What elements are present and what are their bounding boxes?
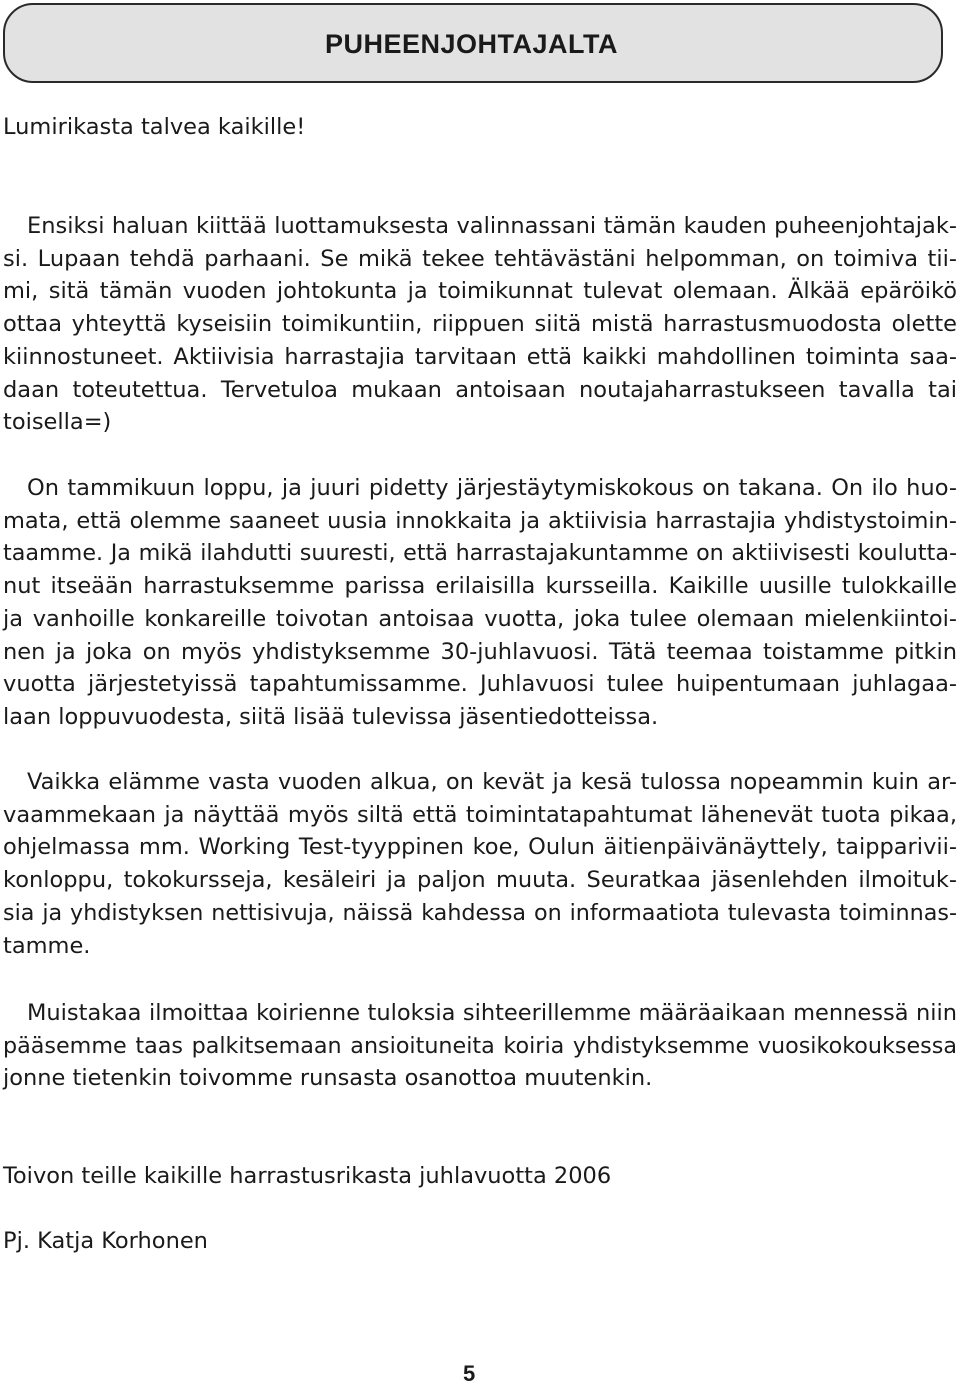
paragraph-line: konloppu, tokokursseja, kesäleiri ja paljon muuta. Seuratkaa jäsenlehden ilmoituk- <box>3 867 957 894</box>
paragraph-line: tamme. <box>3 932 91 959</box>
paragraph-line: Vaikka elämme vasta vuoden alkua, on kevät ja kesä tulossa nopeammin kuin ar- <box>27 769 957 795</box>
paragraph-line: daan toteutettua. Tervetuloa mukaan antoisaan noutajaharrastukseen tavalla tai <box>3 376 957 403</box>
paragraph-line: ohjelmassa mm. Working Test-tyyppinen koe, Oulun äitienpäivänäyttely, taipparivii- <box>3 834 957 861</box>
paragraph-line: vaammekaan ja näyttää myös siltä että toimintatapahtumat lähenevät tuota pikaa, <box>3 801 957 828</box>
paragraph-line: On tammikuun loppu, ja juuri pidetty järjestäytymiskokous on takana. On ilo huo- <box>27 475 957 501</box>
signature: Pj. Katja Korhonen <box>3 1228 208 1254</box>
paragraph-line: ottaa yhteyttä kyseisiin toimikuntiin, riippuen siitä mistä harrastusmuodosta olette <box>3 311 957 338</box>
greeting-line: Lumirikasta talvea kaikille! <box>3 114 306 140</box>
header-banner <box>3 3 943 83</box>
paragraph-line: kiinnostuneet. Aktiivisia harrastajia tarvitaan että kaikki mahdollinen toiminta saa- <box>3 343 957 370</box>
paragraph-line: mi, sitä tämän vuoden johtokunta ja toimikunnat tulevat olemaan. Älkää epäröikö <box>3 278 957 305</box>
paragraph-line: nen ja joka on myös yhdistyksemme 30-juhlavuosi. Tätä teemaa toistamme pitkin <box>3 638 957 665</box>
paragraph-line: toisella=) <box>3 409 112 436</box>
paragraph-line: pääsemme taas palkitsemaan ansioituneita koiria yhdistyksemme vuosikokouksessa <box>3 1032 957 1059</box>
paragraph-line: si. Lupaan tehdä parhaani. Se mikä tekee tehtävästäni helpomman, on toimiva tii- <box>3 245 957 272</box>
paragraph-line: vuotta järjestetyissä tapahtumissamme. Juhlavuosi tulee huipentumaan juhlagaa- <box>3 671 957 698</box>
paragraph-line: jonne tietenkin toivomme runsasta osanottoa muutenkin. <box>3 1065 653 1092</box>
paragraph-line: sia ja yhdistyksen nettisivuja, näissä kahdessa on informaatiota tulevasta toiminnas- <box>3 899 957 926</box>
paragraph-4 <box>3 997 957 1095</box>
paragraph-line: laan loppuvuodesta, siitä lisää tulevissa jäsentiedotteissa. <box>3 703 659 730</box>
paragraph-line: ja vanhoille konkareille toivotan antoisaa vuotta, joka tulee olemaan mielenkiintoi- <box>3 605 957 632</box>
paragraph-1 <box>3 210 957 439</box>
paragraph-line: nut itseään harrastuksemme parissa erilaisilla kursseilla. Kaikille uusille tulokkaille <box>3 573 957 600</box>
page-title: PUHEENJOHTAJALTA <box>325 29 619 59</box>
closing-line: Toivon teille kaikille harrastusrikasta juhlavuotta 2006 <box>3 1163 612 1189</box>
paragraph-line: mata, että olemme saaneet uusia innokkaita ja aktiivisia harrastajia yhdistystoimin- <box>3 507 957 534</box>
page-number: 5 <box>463 1361 476 1386</box>
paragraph-3 <box>3 766 957 962</box>
paragraph-line: taamme. Ja mikä ilahdutti suuresti, että harrastajakuntamme on aktiivisesti kouluttа- <box>3 540 957 567</box>
paragraph-2 <box>3 472 957 734</box>
paragraph-line: Muistakaa ilmoittaa koirienne tuloksia sihteerillemme määräaikaan mennessä niin <box>27 1000 957 1026</box>
paragraph-line: Ensiksi haluan kiittää luottamuksesta valinnassani tämän kauden puheenjohtajak- <box>27 213 957 239</box>
